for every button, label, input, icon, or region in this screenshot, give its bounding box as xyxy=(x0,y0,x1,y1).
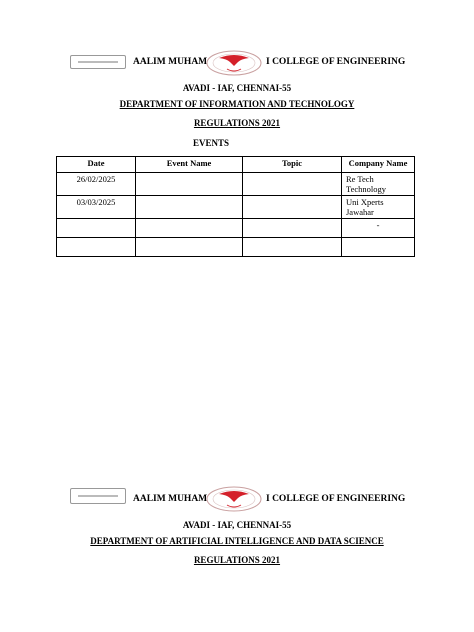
college-emblem-icon xyxy=(205,50,263,76)
column-header-topic: Topic xyxy=(243,157,342,173)
college-small-logo-icon xyxy=(70,55,126,69)
college-small-logo-icon xyxy=(70,488,126,504)
cell-date: 26/02/2025 xyxy=(57,173,136,196)
events-table xyxy=(56,156,415,257)
cell-event-name xyxy=(136,173,243,196)
table-row xyxy=(57,238,415,257)
section-title: EVENTS xyxy=(192,138,229,148)
cell-date xyxy=(57,238,136,257)
cell-topic xyxy=(243,238,342,257)
college-name-right: I COLLEGE OF ENGINEERING xyxy=(266,57,406,67)
college-address: AVADI - IAF, CHENNAI-55 xyxy=(182,83,292,93)
college-address: AVADI - IAF, CHENNAI-55 xyxy=(182,520,292,530)
cell-company-name: - xyxy=(342,219,415,238)
cell-event-name xyxy=(136,219,243,238)
department-title: DEPARTMENT OF ARTIFICIAL INTELLIGENCE AND DATA SCIENCE xyxy=(90,536,384,546)
table-row xyxy=(57,173,415,196)
page2-header xyxy=(0,486,474,510)
table-row xyxy=(57,219,415,238)
regulations-title: REGULATIONS 2021 xyxy=(193,555,281,565)
college-name-right: I COLLEGE OF ENGINEERING xyxy=(266,494,406,504)
column-header-event-name: Event Name xyxy=(136,157,243,173)
regulations-title: REGULATIONS 2021 xyxy=(193,118,281,128)
department-title: DEPARTMENT OF INFORMATION AND TECHNOLOGY xyxy=(119,99,355,109)
cell-topic xyxy=(243,196,342,219)
college-name-left: AALIM MUHAM xyxy=(133,494,208,504)
cell-company-name: Re Tech Technology xyxy=(342,173,415,196)
cell-topic xyxy=(243,173,342,196)
cell-company-name xyxy=(342,238,415,257)
college-name-left: AALIM MUHAM xyxy=(133,57,208,67)
cell-date: 03/03/2025 xyxy=(57,196,136,219)
cell-event-name xyxy=(136,238,243,257)
cell-date xyxy=(57,219,136,238)
table-row xyxy=(57,196,415,219)
page1-header xyxy=(0,50,474,74)
cell-company-name: Uni Xperts Jawahar xyxy=(342,196,415,219)
cell-topic xyxy=(243,219,342,238)
column-header-date: Date xyxy=(57,157,136,173)
column-header-company-name: Company Name xyxy=(342,157,415,173)
table-header-row xyxy=(57,157,415,173)
cell-event-name xyxy=(136,196,243,219)
college-emblem-icon xyxy=(205,486,263,512)
